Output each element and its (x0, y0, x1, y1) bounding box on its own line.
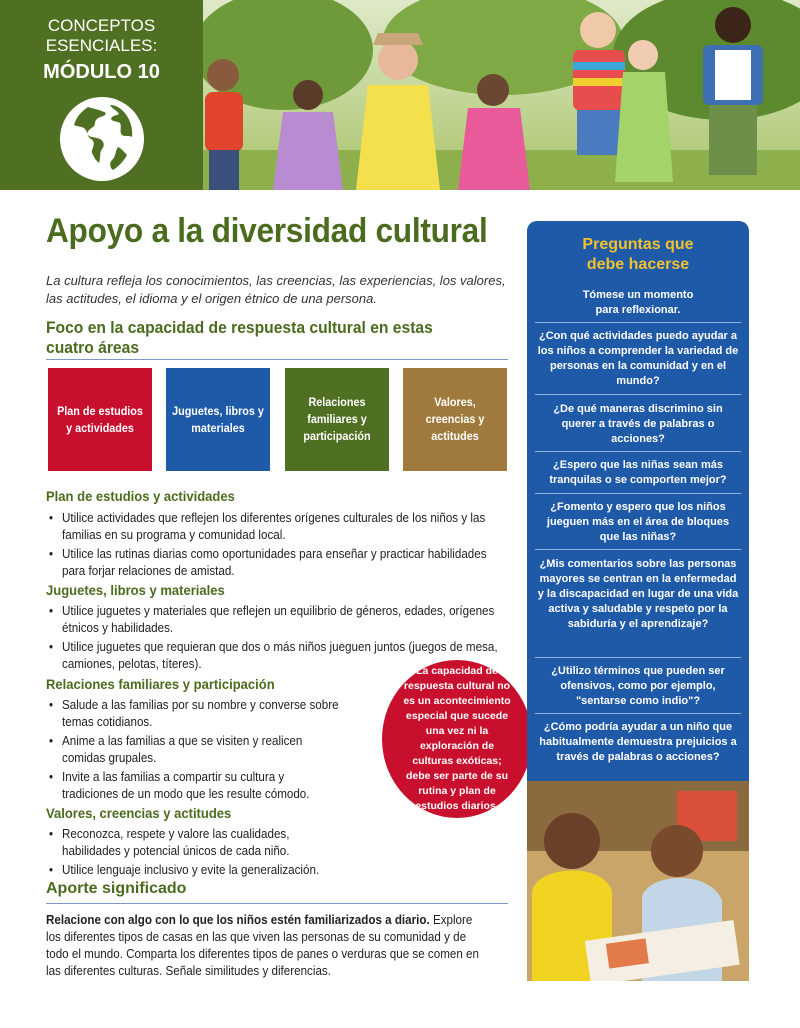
divider (535, 657, 741, 658)
callout-text: La capacidad de respuesta cultural no es un acontecimiento especial que sucede una vez ni la exploración de culturas exóticas; debe ser parte de su rutina y plan de estudios diarios. (403, 665, 511, 812)
page-title: Apoyo a la diversidad cultural (46, 212, 488, 250)
section-heading-curriculum: Plan de estudios y actividades (46, 488, 235, 504)
bullet-text: Utilice juguetes que requieran que dos o más niños jueguen juntos (juegos de mesa, camiones, pelotas, títeres). (62, 640, 498, 671)
section-heading-toys: Juguetes, libros y materiales (46, 582, 225, 598)
bullet-text: Utilice actividades que reflejen los diferentes orígenes culturales de los niños y las familias en su programa y comunidad local. (62, 511, 486, 542)
bullet-text: Reconozca, respete y valore las cualidades, habilidades y potencial únicos de cada niño. (62, 827, 290, 858)
question-item: ¿De qué maneras discrimino sin querer a través de palabras o acciones? (553, 403, 723, 445)
bullet-text: Anime a las familias a que se visiten y realicen comidas grupales. (62, 734, 303, 765)
divider (46, 903, 508, 904)
question-item: ¿Fomento y espero que los niños jueguen más en el área de bloques que las niñas? (546, 501, 730, 543)
bullet-text: Invite a las familias a compartir su cultura y tradiciones de un modo que les resulte cómodo. (62, 770, 310, 801)
divider (535, 451, 741, 452)
divider (46, 359, 508, 360)
badge-module: MÓDULO 10 (43, 61, 160, 83)
aporte-lead: Relacione con algo con lo que los niños estén familiarizados a diario. (46, 913, 430, 927)
section-heading-values: Valores, creencias y actitudes (46, 805, 232, 821)
section-heading-aporte: Aporte significado (46, 880, 187, 897)
divider (535, 713, 741, 714)
area-box-family (285, 368, 389, 471)
sidebar-title (527, 235, 749, 275)
bullet-item: • Invite a las familias a compartir su cultura y tradiciones de un modo que les resulte cómodo. (48, 770, 310, 801)
area-label: Plan de estudios y actividades (57, 403, 143, 435)
bullet-text: Utilice lenguaje inclusivo y evite la generalización. (62, 863, 320, 877)
area-box-curriculum (48, 368, 152, 471)
bullet-item: • Anime a las familias a que se visiten y realicen comidas grupales. (48, 734, 303, 765)
callout-circle (382, 660, 532, 818)
bullet-text: Utilice juguetes y materiales que reflejen un equilibrio de géneros, edades, orígenes étnicos y habilidades. (62, 604, 495, 635)
divider (535, 549, 741, 550)
badge-label (0, 16, 203, 56)
divider (535, 394, 741, 395)
sidebar-title-text: Preguntas que debe hacerse (582, 236, 694, 273)
divider (535, 493, 741, 494)
question-item: ¿Utilizo términos que pueden ser ofensivos, como por ejemplo, "sentarse como indio"? (551, 665, 725, 707)
focus-heading: Foco en la capacidad de respuesta cultural en estas cuatro áreas (46, 318, 433, 357)
bullet-text: Utilice las rutinas diarias como oportunidades para enseñar y practicar habilidades para forjar relaciones de amistad. (62, 547, 487, 578)
area-box-values (403, 368, 507, 471)
area-box-toys (166, 368, 270, 471)
bullet-item: • Salude a las familias por su nombre y converse sobre temas cotidianos. (48, 698, 339, 729)
aporte-text (46, 912, 483, 980)
question-item: ¿Con qué actividades puedo ayudar a los niños a comprender la variedad de personas en la comunidad y en el mundo? (537, 330, 739, 387)
badge-line-2: ESENCIALES: (45, 36, 158, 55)
area-label: Relaciones familiares y participación (303, 395, 371, 443)
bullet-item: • Utilice juguetes que requieran que dos o más niños jueguen juntos (juegos de mesa, camiones, pelotas, títeres). (48, 640, 498, 671)
badge-line-1: CONCEPTOS (47, 16, 156, 35)
globe-icon (58, 95, 146, 183)
bullet-item: • Utilice lenguaje inclusivo y evite la generalización. (48, 863, 320, 877)
question-item: ¿Cómo podría ayudar a un niño que habitualmente demuestra prejuicios a través de palabras o acciones? (539, 721, 737, 763)
section-heading-family: Relaciones familiares y participación (46, 676, 275, 692)
bullet-item: • Utilice actividades que reflejen los diferentes orígenes culturales de los niños y las familias en su programa y comunidad local. (48, 511, 486, 542)
children-reading-photo (527, 781, 749, 981)
module-badge (0, 0, 203, 190)
intro-text: La cultura refleja los conocimientos, las creencias, las experiencias, los valores, las actitudes, el idioma y el origen étnico de una persona. (46, 273, 506, 306)
aporte-body: Explore los diferentes tipos de casas en las que viven las personas de su comunidad y de todo el mundo. Comparta los diferentes tipos de panes o verduras que se comen en las diferentes culturas. Señale similitudes y diferencias. (46, 913, 479, 978)
questions-sidebar (527, 221, 749, 781)
bullet-text: Salude a las familias por su nombre y converse sobre temas cotidianos. (62, 698, 339, 729)
sidebar-intro: Tómese un momento para reflexionar. (582, 289, 694, 316)
hero-photo (203, 0, 800, 190)
bullet-item: • Utilice las rutinas diarias como oportunidades para enseñar y practicar habilidades para forjar relaciones de amistad. (48, 547, 487, 578)
bullet-item: • Utilice juguetes y materiales que reflejen un equilibrio de géneros, edades, orígenes étnicos y habilidades. (48, 604, 495, 635)
question-item: ¿Espero que las niñas sean más tranquilas o se comporten mejor? (549, 459, 727, 486)
divider (535, 322, 741, 323)
area-label: Juguetes, libros y materiales (172, 403, 264, 435)
area-label: Valores, creencias y actitudes (425, 395, 485, 443)
bullet-item: • Reconozca, respete y valore las cualidades, habilidades y potencial únicos de cada niño. (48, 827, 290, 858)
question-item: ¿Mis comentarios sobre las personas mayores se centran en la enfermedad y la discapacidad en lugar de una vida activa y saludable y respeto por la sabiduría y el aprendizaje? (537, 558, 739, 630)
